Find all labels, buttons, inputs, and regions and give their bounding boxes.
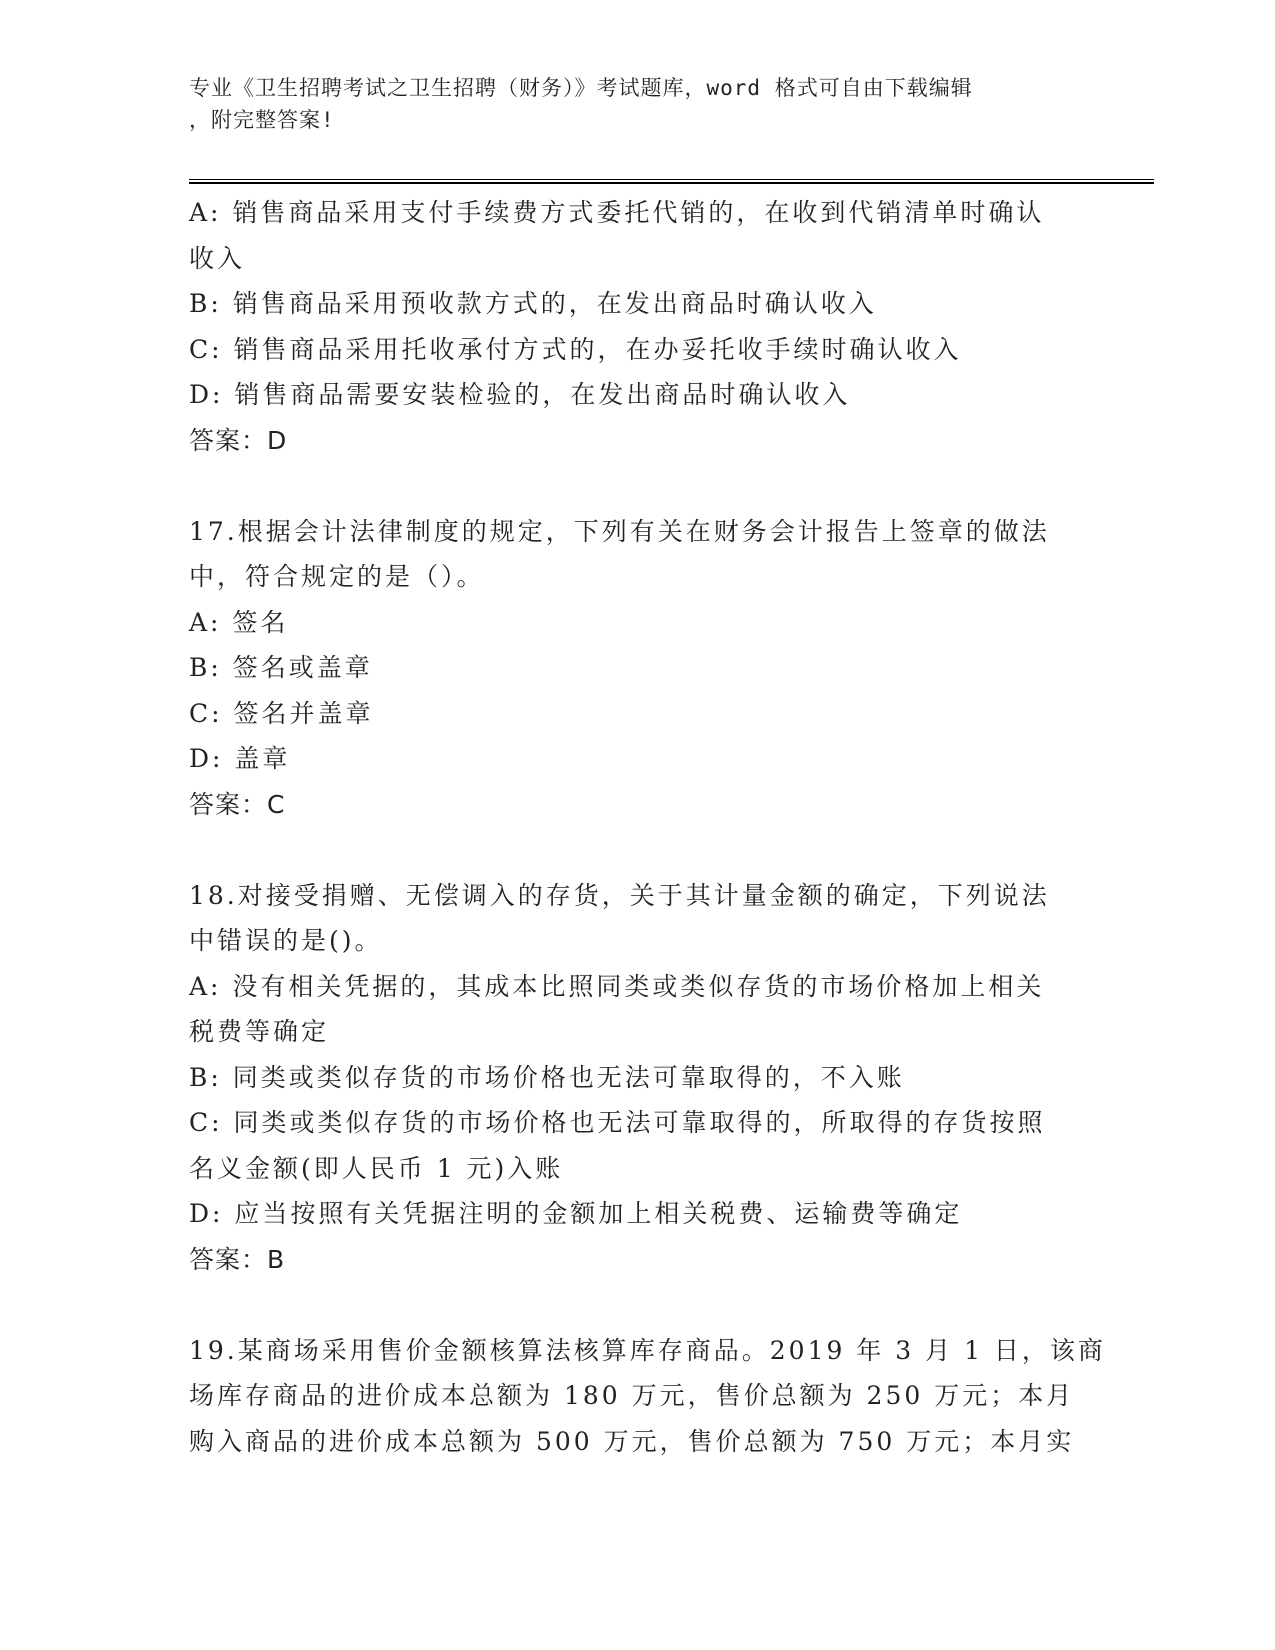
- option-a-line-1: A: 销售商品采用支付手续费方式委托代销的，在收到代销清单时确认: [189, 198, 1045, 227]
- question-16: [189, 190, 1089, 463]
- header-title-line-1: 专业《卫生招聘考试之卫生招聘（财务）》考试题库，word 格式可自由下载编辑: [189, 76, 973, 100]
- question-stem-line-2: 中，符合规定的是（）。: [189, 562, 485, 591]
- question-18: [189, 873, 1089, 1283]
- header-title-line-2: ，附完整答案!: [189, 108, 335, 132]
- spacer: [189, 463, 1089, 509]
- spacer: [189, 827, 1089, 873]
- option-d: D: 盖章: [189, 744, 291, 773]
- option-a-line-2: 税费等确定: [189, 1017, 330, 1046]
- spacer: [189, 1282, 1089, 1328]
- question-stem-line-2: 中错误的是()。: [189, 926, 383, 955]
- question-stem-line-2: 场库存商品的进价成本总额为 180 万元，售价总额为 250 万元；本月: [189, 1381, 1075, 1410]
- option-c-line-1: C: 同类或类似存货的市场价格也无法可靠取得的，所取得的存货按照: [189, 1108, 1046, 1137]
- document-body: [189, 190, 1106, 1464]
- option-b: B: 销售商品采用预收款方式的，在发出商品时确认收入: [189, 289, 877, 318]
- option-a-line-1: A: 没有相关凭据的，其成本比照同类或类似存货的市场价格加上相关: [189, 971, 1045, 1001]
- option-a: A: 签名: [189, 607, 289, 637]
- question-17: [189, 509, 1089, 828]
- document-header: [189, 72, 1089, 136]
- header-divider-thick: [189, 182, 1154, 184]
- header-divider-thin: [189, 179, 1154, 180]
- option-b: B: 签名或盖章: [189, 653, 373, 682]
- answer-label: 答案：B: [189, 1244, 286, 1274]
- answer-label: 答案：C: [189, 789, 286, 819]
- question-stem-line-3: 购入商品的进价成本总额为 500 万元，售价总额为 750 万元；本月实: [189, 1426, 1075, 1456]
- option-c: C: 销售商品采用托收承付方式的，在办妥托收手续时确认收入: [189, 334, 962, 364]
- option-a-line-2: 收入: [189, 243, 246, 273]
- answer-label: 答案：D: [189, 425, 288, 455]
- question-stem-line-1: 17.根据会计法律制度的规定，下列有关在财务会计报告上签章的做法: [189, 516, 1050, 546]
- option-d: D: 应当按照有关凭据注明的金额加上相关税费、运输费等确定: [189, 1199, 963, 1228]
- option-c-line-2: 名义金额(即人民币 1 元)入账: [189, 1153, 564, 1183]
- option-d: D: 销售商品需要安装检验的，在发出商品时确认收入: [189, 380, 851, 409]
- question-19: [189, 1328, 1106, 1465]
- option-c: C: 签名并盖章: [189, 698, 374, 728]
- question-stem-line-1: 19.某商场采用售价金额核算法核算库存商品。2019 年 3 月 1 日，该商: [189, 1335, 1106, 1365]
- question-stem-line-1: 18.对接受捐赠、无偿调入的存货，关于其计量金额的确定，下列说法: [189, 880, 1050, 910]
- option-b: B: 同类或类似存货的市场价格也无法可靠取得的，不入账: [189, 1062, 905, 1092]
